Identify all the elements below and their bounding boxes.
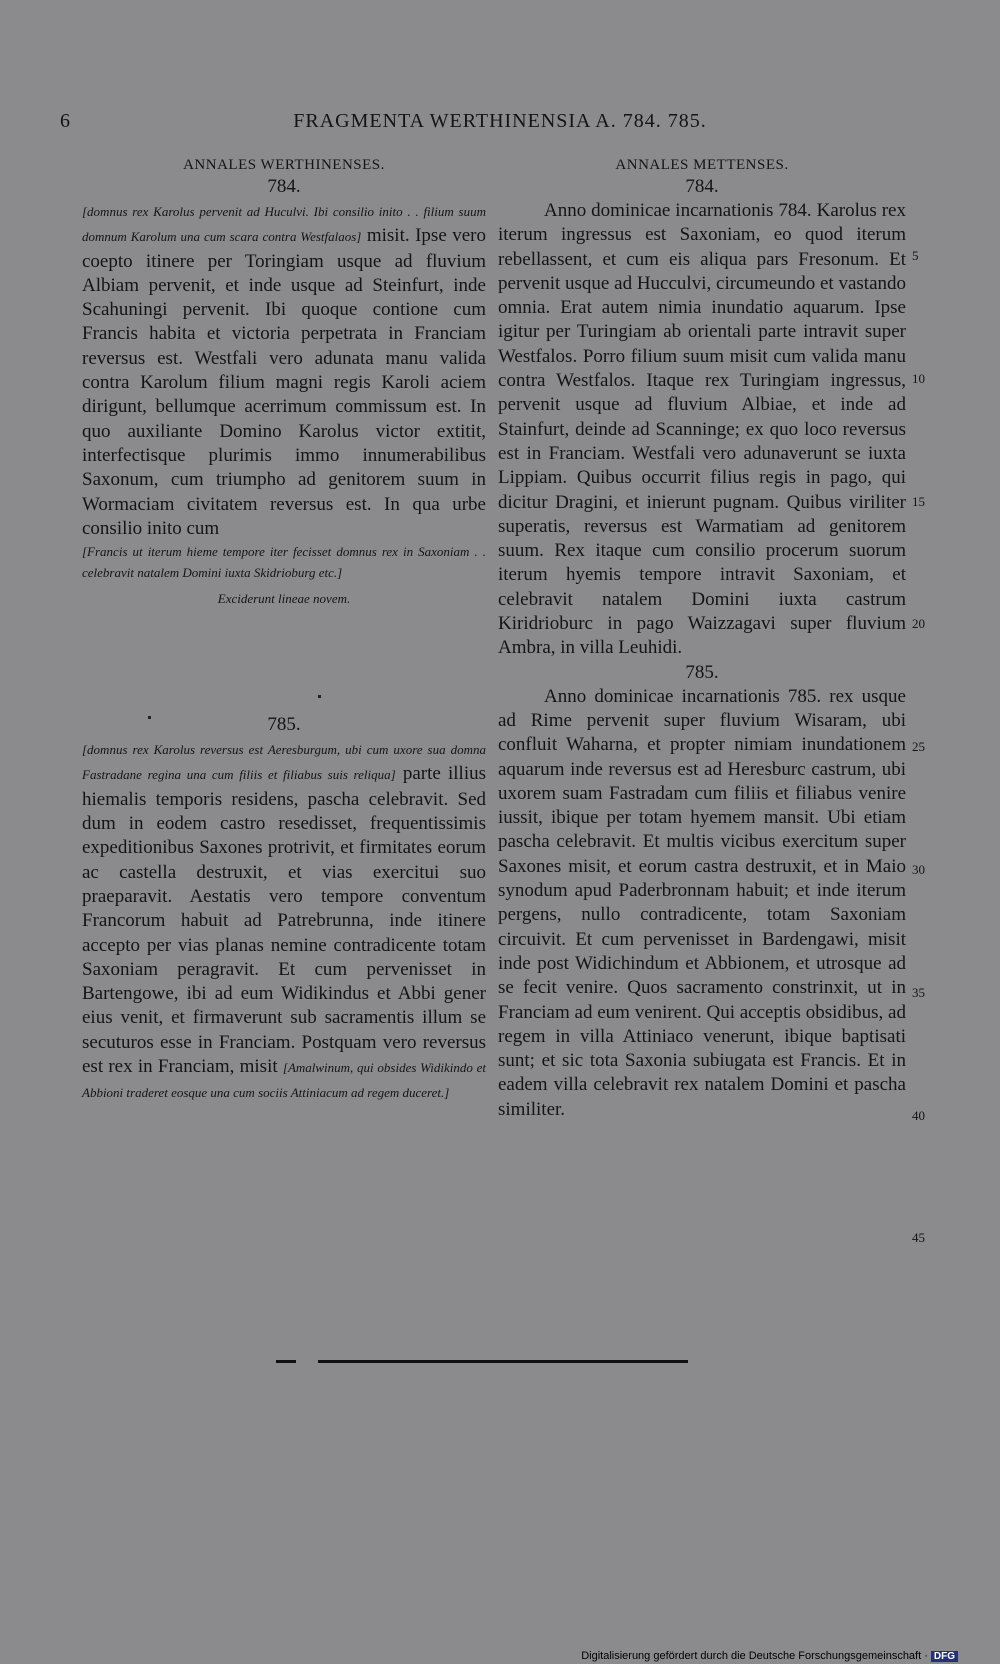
left-784-text: misit. Ipse vero coepto itinere per Toringiam usque ad fluvium Albiam pervenit, et inde usque ad Steinfurt, inde Scahuningi pervenit. Ibi quoque contione cum Francis habita et victoria perpetrata in Franciam reversus est. Westfali vero adunata manu valida contra Karolum filium magni regis Karoli aciem dirigunt, bellumque acerrimum commissum est. In quo auxiliante Domino Karolus victor extitit, interfectisque plurimis immo innumerabilibus Saxonum, cum triumpho ad genitorem suum in Wormaciam civitatem reversus est. In qua urbe consilio inito cum	[82, 225, 487, 539]
left-year-784: 784.	[267, 176, 301, 197]
line-number: 20	[912, 616, 925, 631]
right-year-784: 784.	[685, 176, 719, 197]
left-785-closing-note: [Amalwinum, qui obsides Widikindo et Abbioni traderet eosque una cum sociis Attiniacum ad regem duceret.]	[82, 1060, 487, 1101]
digitization-credit	[581, 1650, 958, 1662]
dfg-logo: DFG	[931, 1651, 958, 1662]
right-column	[498, 155, 906, 1122]
running-head: FRAGMENTA WERTHINENSIA A. 784. 785.	[293, 110, 707, 132]
lacuna-note: Exciderunt lineae novem.	[217, 591, 351, 607]
line-number: 35	[912, 985, 925, 1000]
line-number: 15	[912, 494, 925, 509]
left-785-editorial-note: [domnus rex Karolus reversus est Aeresburgum, ubi cum uxore sua domna Fastradane regina una cum filiis et filiabus suis reliqua]	[82, 742, 486, 783]
line-number: 25	[912, 739, 925, 754]
right-column-title: ANNALES METTENSES.	[615, 157, 789, 173]
line-number: 40	[912, 1108, 925, 1123]
right-year-785: 785.	[685, 661, 719, 683]
right-784-paragraph: Anno dominicae incarnationis 784. Karolus rex iterum ingressus est Saxoniam, eo quod iterum rebellassent, et cum eis aliqua pars Fresonum. Et pervenit usque ad Hucculvi, circumeundo et vastando omnia. Erat autem nimia inundatio aquarum. Ipse igitur per Turingiam ab orientali parte intravit super Westfalos. Porro filium suum misit cum valida manu contra Westfalos. Itaque rex Turingiam ingressus, pervenit usque ad fluvium Albiae, et inde ad Stainfurt, deinde ad Scanninge; ex quo loco reversus est in Franciam. Westfali vero adunaverunt se iuxta Lippiam. Quibus occurrit filius regis in pago, qui dicitur Dragini, et inierunt pugnam. Quibus viriliter superatis, reversus est Warmatiam ad genitorem suum. Rex itaque cum consilio procerum suorum iterum hyemis tempore intravit Saxoniam, et celebravit natalem Domini iuxta castrum Kiridrioburc in pago Waizzagavi super fluvium Ambra, in villa Leuhidi.	[498, 200, 906, 659]
left-785-text: parte illius hiemalis temporis residens, pascha celebravit. Sed dum in eodem castro resedisset, frequentissimis expeditionibus Saxones protrivit, et firmitates eorum ac castella destruxit, et vias exercitui suo praeparavit. Aestatis vero tempore conventum Francorum habuit ad Patrebrunna, inde itinere accepto per vias planas nemine contradicente totam Saxoniam peragravit. Et cum pervenisset in Bartengowe, ibi ad eum Widikindus et Abbi gener eius venit, et firmaverunt sub sacramentis illum se secuturos esse in Franciam. Postquam vero reversus est rex in Franciam, misit	[82, 763, 486, 1078]
left-year-785: 785.	[267, 714, 301, 736]
line-number: 5	[912, 248, 919, 263]
left-784-closing-note: [Francis ut iterum hieme tempore iter fecisset domnus rex in Saxoniam . . celebravit natalem Domini iuxta Skidrioburg etc.]	[82, 544, 486, 581]
left-column-title: ANNALES WERTHINENSES.	[183, 157, 385, 173]
right-785-paragraph: Anno dominicae incarnationis 785. rex usque ad Rime pervenit super fluvium Wisaram, ubi confluit Waharna, et propter nimiam inundationem aquarum inde reversus est ad Heresburc castrum, ubi uxorem suam Fastradam cum filiis et filiabus venire iussit, ibique per totam hyemem mansit. Ubi etiam pascha celebravit. Et multis vicibus exercitum super Saxones misit, et eorum castra destruxit, et in Maio synodum apud Paderbronnam habuit; et inde iterum pergens, nullo contradicente, totam Saxoniam circuivit. Et cum pervenisset in Bardengawi, misit inde post Widichindum et Abbionem, et utrosque ad se fecit venire. Quos sacramento constrinxit, ut in Franciam ad eum venirent. Qui acceptis obsidibus, ad regem in villa Attiniaco venerunt, ibique baptisati sunt; et sic tota Saxonia subiugata est Francis. Et in eadem villa celebravit rex natalem Domini et pascha similiter.	[498, 685, 906, 1120]
left-784-editorial-note: [domnus rex Karolus pervenit ad Huculvi. Ibi consilio inito . . filium suum domnum Karolum una cum scara contra Westfalaos]	[82, 204, 486, 245]
speck	[318, 695, 321, 698]
rule-segment	[276, 1360, 296, 1363]
credit-text: Digitalisierung gefördert durch die Deutsche Forschungsgemeinschaft ·	[581, 1650, 928, 1662]
footer-rule	[318, 1360, 688, 1363]
left-column	[82, 155, 486, 1106]
line-number: 10	[912, 371, 925, 386]
line-number: 30	[912, 862, 925, 877]
left-785-paragraph	[82, 737, 486, 1105]
left-784-paragraph	[82, 199, 486, 541]
line-number: 45	[912, 1230, 925, 1245]
page-number: 6	[60, 110, 70, 132]
speck	[148, 716, 151, 719]
